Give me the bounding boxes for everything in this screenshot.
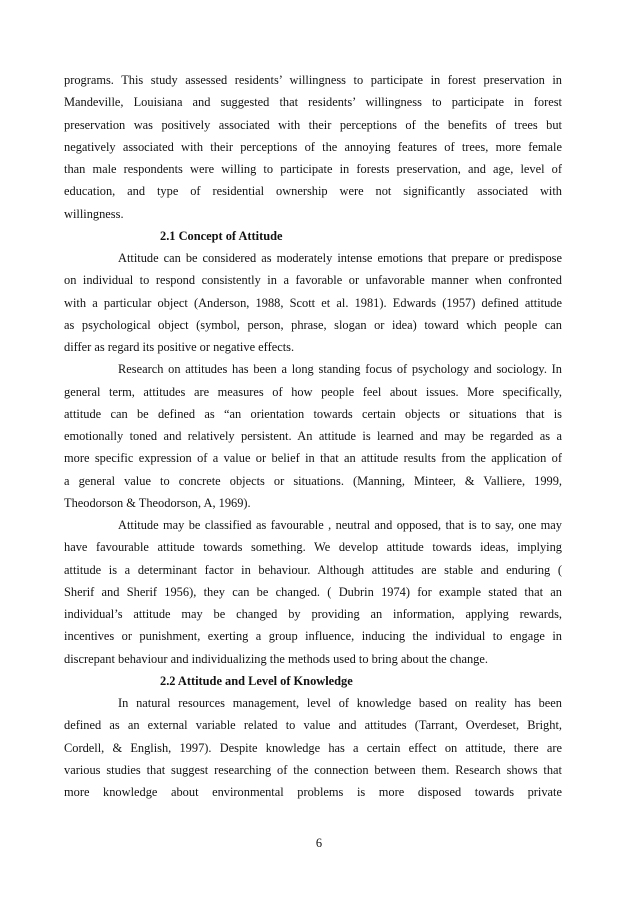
text-line: more knowledge about environmental problems is more disposed towards private (64, 785, 562, 799)
text-line: Theodorson & Theodorson, A, 1969). (64, 495, 251, 510)
text-line: attitude can be defined as “an orientation towards certain objects or situations that is (64, 406, 562, 421)
text-line: as psychological object (symbol, person, phrase, slogan or idea) toward which people can (64, 317, 562, 332)
section-heading-attitude-and-level-of-knowledge: 2.2 Attitude and Level of Knowledge (160, 673, 353, 688)
text-line: differ as regard its positive or negative effects. (64, 340, 295, 354)
text-line: programs. This study assessed residents’ willingness to participate in forest preservation in (64, 73, 562, 87)
text-line: have favourable attitude towards something. We develop attitude towards ideas, implying (64, 540, 562, 555)
text-line: attitude is a determinant factor in behaviour. Although attitudes are stable and enduring ( (64, 562, 562, 577)
text-line: defined as an external variable related to value and attitudes (Tarrant, Overdeset, Bright, (64, 718, 562, 733)
text-line: with a particular object (Anderson, 1988, Scott et al. 1981). Edwards (1957) defined attitude (64, 295, 562, 310)
text-line: education, and type of residential ownership were not significantly associated with (64, 184, 562, 199)
document-body (64, 69, 562, 803)
text-line: emotionally toned and relatively persistent. An attitude is learned and may be regarded as a (64, 429, 562, 443)
text-line: Sherif and Sherif 1956), they can be changed. ( Dubrin 1974) for example stated that an (64, 584, 562, 599)
text-line: willingness. (64, 206, 124, 221)
text-line: In natural resources management, level of knowledge based on reality has been (118, 696, 562, 710)
section-heading-concept-of-attitude: 2.1 Concept of Attitude (160, 228, 283, 243)
text-line: individual’s attitude may be changed by providing an information, applying rewards, (64, 607, 562, 621)
text-line: a general value to concrete objects or situations. (Manning, Minteer, & Valliere, 1999, (64, 473, 562, 488)
text-line: Mandeville, Louisiana and suggested that residents’ willingness to participate in forest (64, 95, 562, 110)
text-line: preservation was positively associated with their perceptions of the benefits of trees but (64, 117, 562, 132)
text-line: negatively associated with their perceptions of the annoying features of trees, more female (64, 139, 562, 154)
text-line: Cordell, & English, 1997). Despite knowledge has a certain effect on attitude, there are (64, 740, 562, 755)
text-line: Attitude may be classified as favourable , neutral and opposed, that is to say, one may (118, 518, 562, 532)
text-line: general term, attitudes are measures of how people feel about issues. More specifically, (64, 384, 562, 399)
page-number: 6 (315, 836, 323, 850)
text-line: than male respondents were willing to participate in forests preservation, and age, level of (64, 162, 562, 176)
text-line: discrepant behaviour and individualizing the methods used to bring about the change. (64, 651, 488, 666)
text-line: more specific expression of a value or belief in that an attitude results from the application of (64, 451, 562, 466)
text-line: Research on attitudes has been a long standing focus of psychology and sociology. In (118, 362, 562, 377)
text-line: on individual to respond consistently in a favorable or unfavorable manner when confronted (64, 273, 562, 288)
text-line: incentives or punishment, exerting a group influence, inducing the individual to engage in (64, 629, 562, 644)
text-line: various studies that suggest researching of the connection between them. Research shows that (64, 762, 562, 777)
text-line: Attitude can be considered as moderately intense emotions that prepare or predispose (118, 251, 562, 265)
